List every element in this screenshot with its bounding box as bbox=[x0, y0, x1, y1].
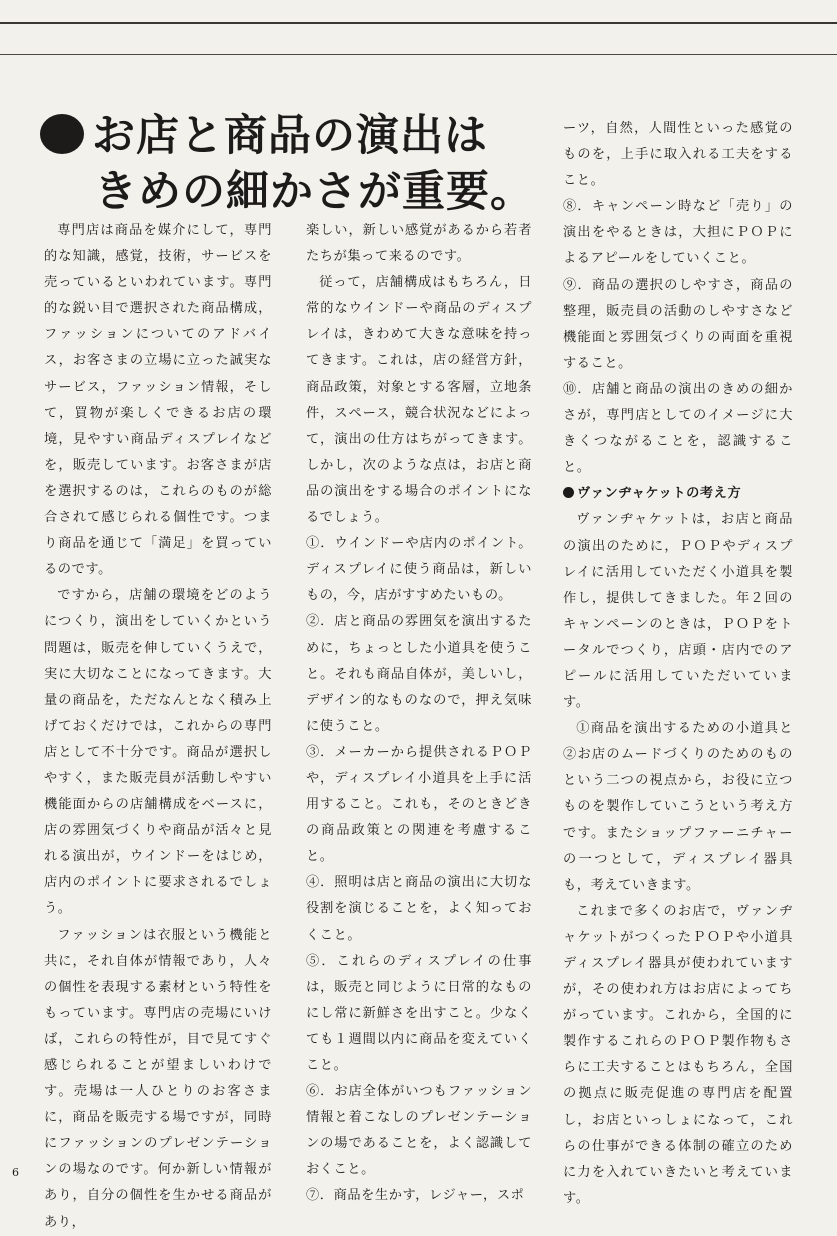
column1-paragraph-1: 専門店は商品を媒介にして，専門的な知識，感覚，技術，サービスを売っているといわれています。専門的な鋭い目で選択された商品構成，ファッションについてのアドバイス，お客さまの立場に立った誠実なサービス，ファッション情報，そして，買物が楽しくできるお店の環境，見やすい商品ディスプレイなどを，販売しています。お客さまが店を選択するのは，これらのものが総合されて感じられる個性です。つまり商品を通じて「満足」を買っているのです。 bbox=[44, 223, 272, 578]
headline-line-1 bbox=[40, 108, 560, 164]
subheading-text: ヴァンヂャケットの考え方 bbox=[577, 486, 742, 502]
body-column-2 bbox=[306, 218, 532, 1210]
page-number: 6 bbox=[12, 1166, 19, 1179]
headline-line-2: きめの細かさが重要。 bbox=[94, 167, 534, 217]
headline bbox=[40, 108, 560, 220]
column3-paragraph-2: ①商品を演出するための小道具と②お店のムードづくりのためのものという二つの視点から，お役に立つものを製作していこうという考え方です。またショップファーニチャーの一つとして，ディスプレイ器具も，考えていきます。 bbox=[563, 721, 793, 893]
column1-paragraph-3: ファッションは衣服という機能と共に，それ自体が情報であり，人々の個性を表現する素材という特性をもっています。専門店の売場にいけば，これらの特性が，目で見てすぐ感じられることが望ましいわけです。売場は一人ひとりのお客さまに，商品を販売する場ですが，同時にファッションのプレゼンテーションの場なのです。何か新しい情報があり，自分の個性を生かせる商品があり， bbox=[44, 927, 272, 1230]
header-rule-top bbox=[0, 22, 837, 24]
headline-text-1: お店と商品の演出は bbox=[92, 111, 488, 161]
subheading bbox=[563, 481, 793, 507]
point-9: ⑨．商品の選択のしやすさ，商品の整理，販売員の活動のしやすさなど機能面と雰囲気づくりの両面を重視すること。 bbox=[563, 277, 793, 371]
point-6: ⑥．お店全体がいつもファッション情報と着こなしのプレゼンテーションの場であることを，よく認識しておくこと。 bbox=[306, 1084, 532, 1178]
column3-paragraph-3: これまで多くのお店で，ヴァンヂャケットがつくったＰＯＰや小道具ディスプレイ器具が使われていますが，その使われ方はお店によってちがっています。これから，全国的に製作するこれらのＰＯＰ製作物もさらに工夫することはもちろん，全国の拠点に販売促進の専門店を配置し，お店といっしょになって，これらの仕事ができる体制の確立のために力を入れていきたいと考えています。 bbox=[563, 903, 793, 1206]
body-column-3 bbox=[563, 116, 793, 1212]
small-bullet-icon bbox=[563, 487, 574, 498]
column3-paragraph-1: ヴァンヂャケットは，お店と商品の演出のために，ＰＯＰやディスプレイに活用していただく小道具を製作し，提供してきました。年２回のキャンペーンのときは，ＰＯＰをトータルでつくり，店頭・店内でのアピールに活用していただいています。 bbox=[563, 512, 793, 711]
header-rule-bottom bbox=[0, 54, 837, 55]
point-4: ④．照明は店と商品の演出に大切な役割を演じることを，よく知っておくこと。 bbox=[306, 875, 532, 943]
body-column-1 bbox=[44, 218, 272, 1236]
point-8: ⑧．キャンペーン時など「売り」の演出をやるときは，大担にＰＯＰによるアピールをしていくこと。 bbox=[563, 199, 793, 267]
bullet-icon bbox=[40, 114, 84, 154]
column2-continuation: 楽しい，新しい感覚があるから若者たちが集って来るのです。 bbox=[306, 223, 532, 265]
point-3: ③．メーカーから提供されるＰＯＰや，ディスプレイ小道具を上手に活用すること。これも，そのときどきの商品政策との関連を考慮すること。 bbox=[306, 744, 532, 865]
point-7-continued: ーツ，自然，人間性といった感覚のものを，上手に取入れる工夫をすること。 bbox=[563, 121, 793, 189]
column2-intro: 従って，店舗構成はもちろん，日常的なウインドーや商品のディスプレイは，きわめて大きな意味を持ってきます。これは，店の経営方針，商品政策，対象とする客層，立地条件，スペース，競合状況などによって，演出の仕方はちがってきます。しかし，次のような点は，お店と商品の演出をする場合のポイントになるでしょう。 bbox=[306, 275, 532, 526]
point-1: ①．ウインドーや店内のポイント。ディスプレイに使う商品は，新しいもの，今，店がすすめたいもの。 bbox=[306, 536, 532, 604]
point-5: ⑤．これらのディスプレイの仕事は，販売と同じように日常的なものにし常に新鮮さを出すこと。少なくても１週間以内に商品を変えていくこと。 bbox=[306, 953, 532, 1073]
point-7: ⑦．商品を生かす，レジャー，スポ bbox=[306, 1188, 525, 1204]
column1-paragraph-2: ですから，店舗の環境をどのようにつくり，演出をしていくかという問題は，販売を伸していくうえで，実に大切なことになってきます。大量の商品を，ただなんとなく積み上げておくだけでは，これからの専門店として不十分です。商品が選択しやすく，また販売員が活動しやすい機能面からの店舗構成をベースに，店の雰囲気づくりや商品が活々と見れる演出が，ウインドーをはじめ，店内のポイントに要求されるでしょう。 bbox=[44, 588, 272, 917]
point-10: ⑩．店舗と商品の演出のきめの細かさが，専門店としてのイメージに大きくつながることを，認識すること。 bbox=[563, 381, 793, 476]
point-2: ②．店と商品の雰囲気を演出するために，ちょっとした小道具を使うこと。それも商品自体が，美しいし，デザイン的なものなので，押え気味に使うこと。 bbox=[306, 614, 532, 734]
